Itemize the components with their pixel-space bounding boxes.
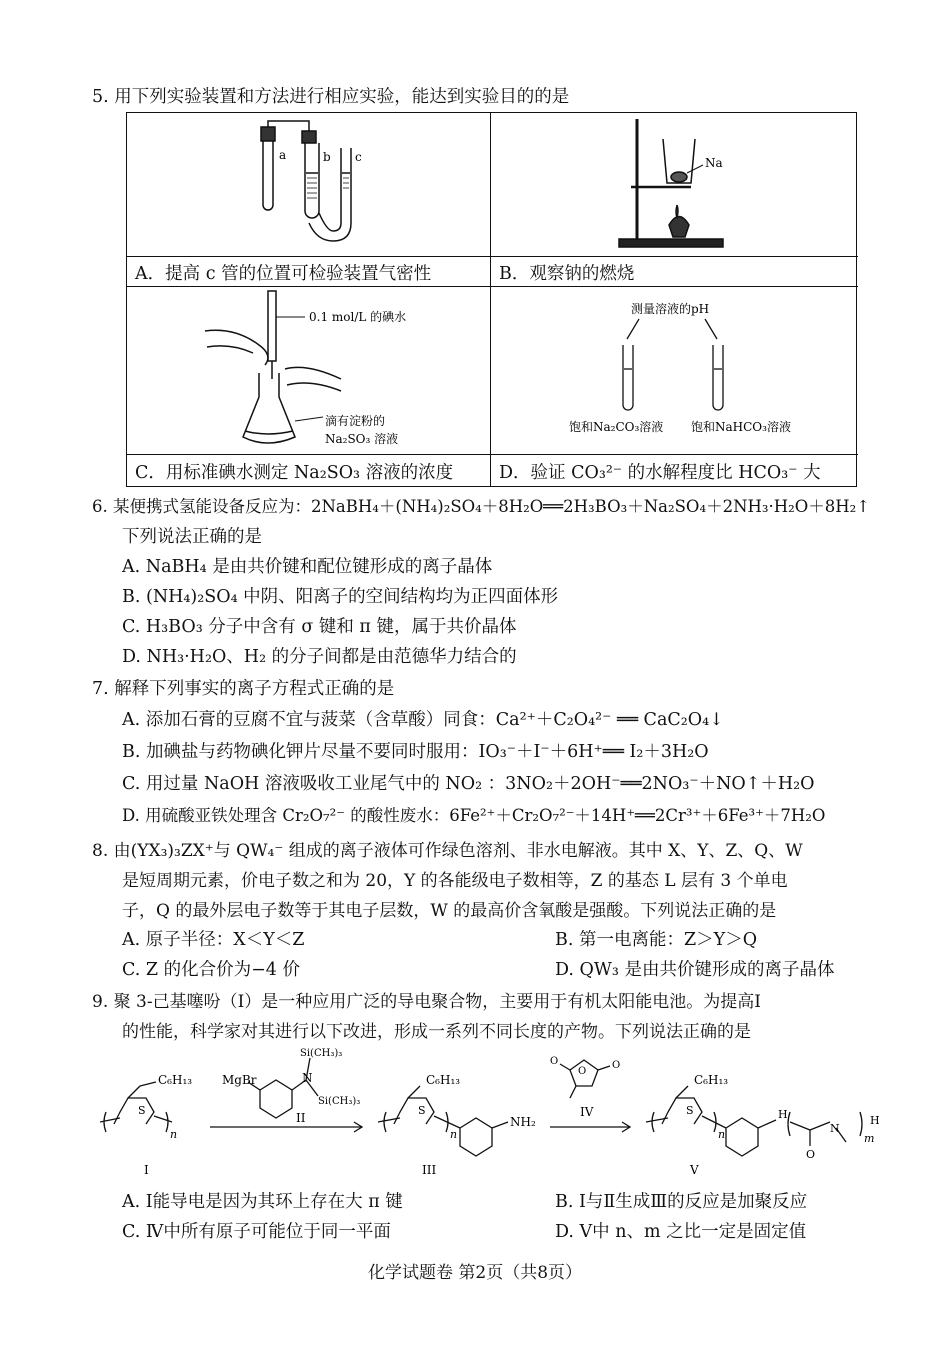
q6-option-d: D. NH₃·H₂O、H₂ 的分子间都是由范德华力结合的 <box>122 647 517 667</box>
q9-line1: 9. 聚 3-己基噻吩（Ⅰ）是一种应用广泛的导电聚合物，主要用于有机太阳能电池。为提高Ⅰ <box>92 992 762 1012</box>
sodium-label: Na <box>705 156 723 170</box>
scheme-s-5: S <box>686 1104 694 1117</box>
scheme-m: m <box>864 1132 875 1145</box>
label-III: III <box>422 1163 437 1177</box>
q6-stem-line2: 下列说法正确的是 <box>122 527 262 547</box>
q8-option-b: B. 第一电离能：Z＞Y＞Q <box>555 930 758 950</box>
scheme-c6h13-5: C₆H₁₃ <box>694 1073 729 1087</box>
label-II: II <box>296 1111 306 1125</box>
q8-line2: 是短周期元素，价电子数之和为 20，Y 的各能级电子数相等，Z 的基态 L 层有 3 个单电 <box>122 871 788 891</box>
scheme-o-ring: O <box>578 1066 587 1077</box>
q5-option-a: A．提高 c 管的位置可检验装置气密性 <box>135 264 432 284</box>
q5-apparatus-grid <box>126 112 857 487</box>
q7-option-a: A. 添加石膏的豆腐不宜与菠菜（含草酸）同食：Ca²⁺＋C₂O₄²⁻ ══ CaC₂O₄↓ <box>122 710 724 730</box>
scheme-nh2: NH₂ <box>510 1115 536 1129</box>
q5-option-d: D．验证 CO₃²⁻ 的水解程度比 HCO₃⁻ 大 <box>499 463 821 483</box>
scheme-n-1: n <box>170 1128 178 1141</box>
q5-a-figure <box>127 113 491 257</box>
scheme-c6h13-3: C₆H₁₃ <box>426 1073 461 1087</box>
scheme-o-1: O <box>550 1056 559 1067</box>
label-IV: IV <box>580 1105 594 1119</box>
na2so3-label: Na₂SO₃ 溶液 <box>325 432 399 446</box>
q8-line3: 子，Q 的最外层电子数等于其电子层数，W 的最高价含氧酸是强酸。下列说法正确的是 <box>122 901 777 921</box>
q7-option-b: B. 加碘盐与药物碘化钾片尽量不要同时服用：IO₃⁻＋I⁻＋6H⁺══ I₂＋3H₂O <box>122 742 709 762</box>
nahco3-label: 饱和NaHCO₃溶液 <box>691 420 791 434</box>
q7-stem: 7. 解释下列事实的离子方程式正确的是 <box>92 679 395 699</box>
sodium-burning-apparatus-icon <box>491 113 857 257</box>
q7-option-c: C. 用过量 NaOH 溶液吸收工业尾气中的 NO₂ ：3NO₂＋2OH⁻══2NO₃⁻＋NO↑＋H₂O <box>122 774 815 794</box>
scheme-sime3-b: Si(CH₃)₃ <box>318 1096 361 1107</box>
q5-a-caption-cell <box>127 257 491 287</box>
q8-line1: 8. 由(YX₃)₃ZX⁺与 QW₄⁻ 组成的离子液体可作绿色溶剂、非水电解液。其中 X、Y、Z、Q、W <box>92 841 803 861</box>
iodine-water-label: 0.1 mol/L 的碘水 <box>309 310 407 324</box>
tube-c-label: c <box>355 150 362 164</box>
scheme-o-5: O <box>806 1148 816 1161</box>
q6-option-c: C. H₃BO₃ 分子中含有 σ 键和 π 键，属于共价晶体 <box>122 617 517 637</box>
q6-stem-line1: 6. 某便携式氢能设备反应为：2NaBH₄＋(NH₄)₂SO₄＋8H₂O══2H₃BO₃＋Na₂SO₄＋2NH₃·H₂O＋8H₂↑ <box>92 497 871 516</box>
tube-a-label: a <box>279 148 287 162</box>
airtightness-apparatus-icon <box>127 113 491 257</box>
scheme-s-3: S <box>418 1104 426 1117</box>
q7-option-d: D. 用硫酸亚铁处理含 Cr₂O₇²⁻ 的酸性废水：6Fe²⁺＋Cr₂O₇²⁻＋14H⁺══2Cr³⁺＋6Fe³⁺＋7H₂O <box>122 806 826 825</box>
ph-measurement-icon <box>491 287 857 455</box>
q6-option-b: B. (NH₄)₂SO₄ 中阴、阳离子的空间结构均为正四面体形 <box>122 587 559 607</box>
q9-option-d: D. Ⅴ中 n、m 之比一定是固定值 <box>555 1222 807 1242</box>
q5-d-caption-cell <box>491 455 858 486</box>
scheme-s-1: S <box>138 1104 146 1117</box>
q5-b-figure <box>491 113 858 257</box>
na2co3-label: 饱和Na₂CO₃溶液 <box>569 420 664 434</box>
page-footer: 化学试题卷 第2页（共8页） <box>367 1263 583 1283</box>
scheme-n-5: n <box>718 1128 726 1141</box>
label-V: V <box>690 1163 699 1177</box>
q8-option-c: C. Z 的化合价为−4 价 <box>122 960 300 980</box>
q5-c-caption-cell <box>127 455 491 486</box>
scheme-c6h13-1: C₆H₁₃ <box>158 1073 193 1087</box>
q5-b-caption-cell <box>491 257 858 287</box>
label-I: I <box>144 1163 149 1177</box>
scheme-sime3-a: Si(CH₃)₃ <box>300 1048 343 1059</box>
q9-option-b: B. Ⅰ与Ⅱ生成Ⅲ的反应是加聚反应 <box>555 1192 808 1212</box>
titration-apparatus-icon <box>127 287 491 455</box>
scheme-mgbr: MgBr <box>222 1073 257 1087</box>
scheme-n-3: n <box>450 1128 458 1141</box>
q9-option-a: A. Ⅰ能导电是因为其环上存在大 π 键 <box>122 1192 403 1212</box>
q5-option-b: B．观察钠的燃烧 <box>499 264 635 284</box>
q8-option-a: A. 原子半径：X＜Y＜Z <box>122 930 305 950</box>
q6-option-a: A. NaBH₄ 是由共价键和配位键形成的离子晶体 <box>122 557 493 577</box>
scheme-h-end: H <box>870 1114 880 1127</box>
q9-option-c: C. Ⅳ中所有原子可能位于同一平面 <box>122 1222 391 1242</box>
scheme-h-5: H <box>778 1108 788 1121</box>
tube-b-label: b <box>323 150 331 164</box>
polythiophene-reaction-scheme <box>100 1042 900 1182</box>
q5-stem: 5. 用下列实验装置和方法进行相应实验，能达到实验目的的是 <box>92 87 570 107</box>
scheme-nitrogen-II: N <box>302 1071 313 1085</box>
scheme-nitrogen-5: N <box>830 1122 840 1135</box>
q9-line2: 的性能，科学家对其进行以下改进，形成一系列不同长度的产物。下列说法正确的是 <box>122 1022 751 1042</box>
q5-option-c: C．用标准碘水测定 Na₂SO₃ 溶液的浓度 <box>135 463 454 483</box>
q8-option-d: D. QW₃ 是由共价键形成的离子晶体 <box>555 960 835 980</box>
scheme-o-2: O <box>612 1060 621 1071</box>
measure-ph-label: 测量溶液的pH <box>631 302 710 316</box>
starch-label: 滴有淀粉的 <box>325 414 386 428</box>
q5-d-figure <box>491 287 858 455</box>
q5-c-figure <box>127 287 491 455</box>
